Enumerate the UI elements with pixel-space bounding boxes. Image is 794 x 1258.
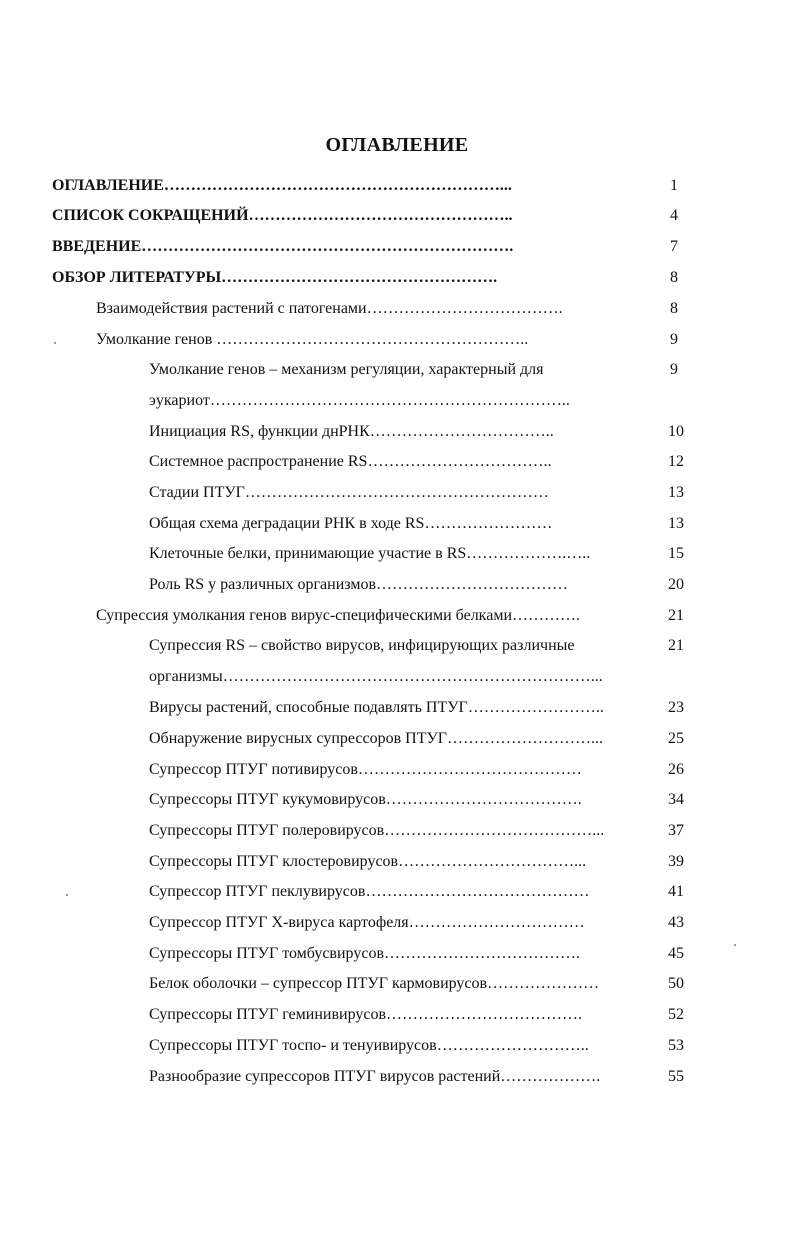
toc-entry xyxy=(149,452,649,472)
toc-entry-title: Общая схема деградации РНК в ходе RS xyxy=(149,515,425,532)
toc-dot-leader: ………………………………. xyxy=(386,1006,583,1023)
toc-entry xyxy=(149,1036,649,1056)
toc-page-number: 20 xyxy=(668,576,684,593)
toc-entry xyxy=(149,1067,649,1087)
toc-entry xyxy=(52,237,652,257)
toc-entry-title: Супрессор ПТУГ Х-вируса картофеля xyxy=(149,914,409,931)
toc-dot-leader: ………………………... xyxy=(447,730,604,747)
toc-entry-title: Супрессоры ПТУГ тоспо- и тенуивирусов xyxy=(149,1037,437,1054)
toc-page-number: 8 xyxy=(670,269,678,286)
toc-dot-leader: ………………………………………………………... xyxy=(163,177,512,194)
toc-dot-leader: …………………………….. xyxy=(369,423,554,440)
toc-entry-title: Белок оболочки – супрессор ПТУГ кармовирусов xyxy=(149,975,488,992)
toc-entry-title: Супрессоры ПТУГ клостеровирусов xyxy=(149,853,399,870)
toc-entry xyxy=(149,821,649,841)
toc-entry-title: организмы xyxy=(149,668,223,685)
toc-dot-leader: ………………………………………………….. xyxy=(216,331,529,348)
toc-entry xyxy=(52,176,652,196)
toc-entry xyxy=(149,422,649,442)
toc-dot-leader: ……………….….. xyxy=(466,545,591,562)
toc-dot-leader: …………………………………... xyxy=(384,822,605,839)
toc-dot-leader: ………………………………………………………….. xyxy=(209,392,570,409)
toc-entry-title: ОБЗОР ЛИТЕРАТУРЫ xyxy=(52,269,222,286)
toc-entry xyxy=(149,698,649,718)
toc-entry xyxy=(96,299,652,319)
toc-page-number: 26 xyxy=(668,761,684,778)
toc-page-number: 37 xyxy=(668,822,684,839)
toc-page-number: 50 xyxy=(668,975,684,992)
toc-entry-title: Супрессоры ПТУГ полеровирусов xyxy=(149,822,385,839)
toc-page-number: 34 xyxy=(668,791,684,808)
toc-dot-leader: ……………………………... xyxy=(398,853,587,870)
toc-page-number: 43 xyxy=(668,914,684,931)
toc-entry xyxy=(149,974,649,994)
toc-entry-title: ОГЛАВЛЕНИЕ xyxy=(52,177,164,194)
toc-page-number: 1 xyxy=(670,177,678,194)
scan-speck xyxy=(54,342,56,344)
toc-entry-title: ВВЕДЕНИЕ xyxy=(52,238,142,255)
toc-dot-leader: ………………………………. xyxy=(385,791,582,808)
toc-page-number: 55 xyxy=(668,1068,684,1085)
toc-dot-leader: …………. xyxy=(512,607,580,624)
toc-entry xyxy=(149,729,649,749)
toc-entry-title: Клеточные белки, принимающие участие в RS xyxy=(149,545,467,562)
toc-page-number: 13 xyxy=(668,484,684,501)
toc-dot-leader: …………………………………… xyxy=(357,761,582,778)
toc-entry-title: Супрессоры ПТУГ томбусвирусов xyxy=(149,945,384,962)
toc-entry-title: Супрессор ПТУГ потивирусов xyxy=(149,761,358,778)
toc-dot-leader: ……………………………………………………………... xyxy=(222,668,603,685)
toc-page-number: 10 xyxy=(668,423,684,440)
toc-dot-leader: …………………… xyxy=(424,515,553,532)
toc-page-number: 8 xyxy=(670,300,678,317)
toc-entry-title: Инициация RS, функции днРНК xyxy=(149,423,370,440)
toc-entry-title: Умолкание генов xyxy=(96,331,217,348)
toc-entry xyxy=(149,391,649,411)
toc-entry xyxy=(149,544,649,564)
toc-entry xyxy=(149,667,649,687)
toc-entry xyxy=(149,790,649,810)
toc-entry xyxy=(52,268,652,288)
toc-entry-title: Супрессоры ПТУГ кукумовирусов xyxy=(149,791,386,808)
toc-entry xyxy=(96,330,652,350)
toc-page-number: 21 xyxy=(668,607,684,624)
toc-dot-leader: ………………………………………….. xyxy=(248,207,513,224)
toc-page-number: 7 xyxy=(670,238,678,255)
scan-speck xyxy=(734,944,736,946)
toc-entry-title: Стадии ПТУГ xyxy=(149,484,245,501)
toc-entry-title: Обнаружение вирусных супрессоров ПТУГ xyxy=(149,730,448,747)
toc-dot-leader: ………………………………. xyxy=(384,945,580,962)
toc-page-number: 12 xyxy=(668,453,684,470)
toc-page-number: 21 xyxy=(668,637,684,654)
toc-entry-title: Супрессия умолкания генов вирус-специфическими белками xyxy=(96,607,512,624)
toc-entry xyxy=(52,206,652,226)
toc-entry-title: Супрессор ПТУГ пеклувирусов xyxy=(149,883,366,900)
toc-page-number: 39 xyxy=(668,853,684,870)
toc-page-number: 9 xyxy=(670,361,678,378)
toc-dot-leader: …………………………… xyxy=(408,914,585,931)
scan-speck xyxy=(66,894,68,896)
toc-dot-leader: ………………… xyxy=(487,975,600,992)
toc-entry xyxy=(149,760,649,780)
toc-entry xyxy=(96,606,652,626)
toc-dot-leader: …………………….. xyxy=(467,699,604,716)
toc-entry xyxy=(149,913,649,933)
toc-page-number: 23 xyxy=(668,699,684,716)
toc-entry xyxy=(149,882,649,902)
page-title: ОГЛАВЛЕНИЕ xyxy=(325,134,469,156)
toc-page-number: 53 xyxy=(668,1037,684,1054)
toc-entry-title: Вирусы растений, способные подавлять ПТУГ xyxy=(149,699,468,716)
toc-dot-leader: …………………………….. xyxy=(367,453,552,470)
toc-entry xyxy=(149,852,649,872)
toc-entry-title: Взаимодействия растений с патогенами xyxy=(96,300,367,317)
toc-entry-title: Разнообразие супрессоров ПТУГ вирусов растений xyxy=(149,1068,501,1085)
toc-entry-title: Супрессия RS – свойство вирусов, инфицирующих различные xyxy=(149,637,575,654)
toc-entry xyxy=(149,575,649,595)
toc-page-number: 25 xyxy=(668,730,684,747)
toc-dot-leader: ……………………….. xyxy=(436,1037,589,1054)
toc-entry-title: Роль RS у различных организмов xyxy=(149,576,377,593)
toc-dot-leader: ……………………………… xyxy=(376,576,569,593)
toc-entry-title: Супрессоры ПТУГ геминивирусов xyxy=(149,1006,387,1023)
toc-page-number: 13 xyxy=(668,515,684,532)
toc-entry xyxy=(149,483,649,503)
toc-entry xyxy=(149,636,649,656)
toc-entry xyxy=(149,514,649,534)
toc-dot-leader: …………………………………… xyxy=(365,883,590,900)
toc-entry-title: эукариот xyxy=(149,392,210,409)
toc-entry xyxy=(149,1005,649,1025)
toc-entry xyxy=(149,360,649,380)
toc-entry xyxy=(149,944,649,964)
toc-dot-leader: ……………………………………………. xyxy=(221,269,498,286)
toc-dot-leader: ………………………………. xyxy=(366,300,563,317)
toc-page-number: 4 xyxy=(670,207,678,224)
toc-page-number: 45 xyxy=(668,945,684,962)
toc-entry-title: Умолкание генов – механизм регуляции, характерный для xyxy=(149,361,544,378)
toc-dot-leader: ………………………………………………… xyxy=(244,484,549,501)
toc-entry-title: Системное распространение RS xyxy=(149,453,368,470)
toc-page-number: 15 xyxy=(668,545,684,562)
toc-dot-leader: ……………………………………………………………. xyxy=(141,238,514,255)
toc-page-number: 41 xyxy=(668,883,684,900)
toc-entry-title: СПИСОК СОКРАЩЕНИЙ xyxy=(52,207,249,224)
toc-page-number: 9 xyxy=(670,331,678,348)
toc-page-number: 52 xyxy=(668,1006,684,1023)
toc-dot-leader: ………………. xyxy=(500,1068,601,1085)
